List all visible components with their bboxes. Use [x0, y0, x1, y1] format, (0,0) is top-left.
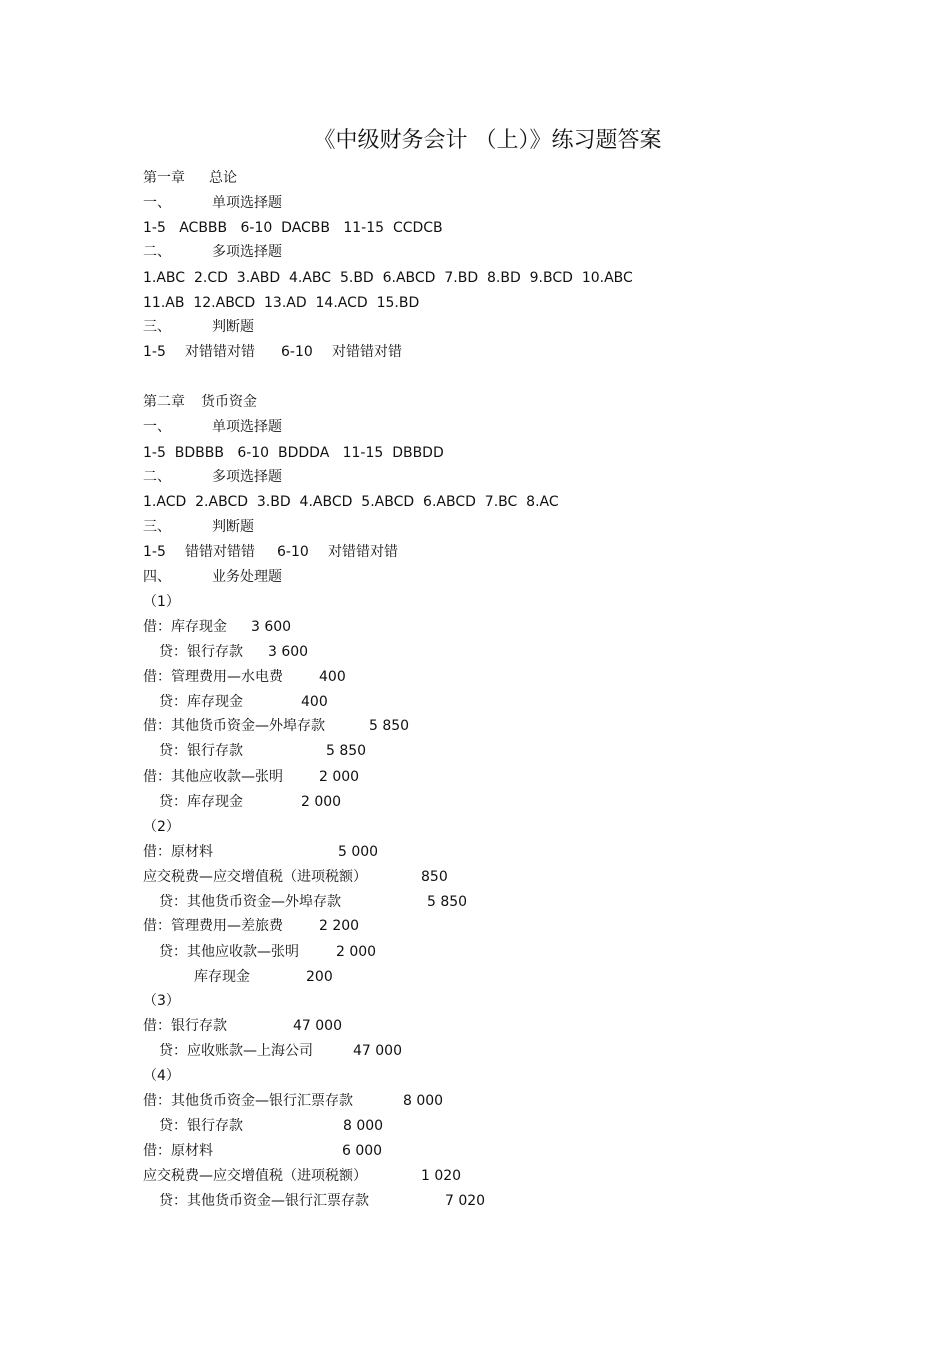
entry-amount: 5 850: [369, 718, 410, 734]
section-label: 判断题: [212, 519, 254, 535]
entry-amount: 5 000: [338, 844, 379, 860]
entry-amount: 5 850: [427, 894, 468, 910]
answers-text: 11.AB 12.ABCD 13.AD 14.ACD 15.BD: [143, 295, 420, 311]
section-number: 三、: [143, 319, 171, 335]
entry-account: 借：银行存款: [143, 1018, 227, 1034]
entry-amount: 5 850: [326, 743, 367, 759]
document-title: 《中级财务会计 （上）》练习题答案: [313, 128, 662, 153]
entry-amount: 47 000: [353, 1043, 402, 1059]
entry-account: 借：其他货币资金—外埠存款: [143, 718, 325, 734]
entry-account: 贷：银行存款: [159, 644, 243, 660]
section-label: 判断题: [212, 319, 254, 335]
question-number: （1）: [143, 594, 180, 610]
entry-account: 贷：其他应收款—张明: [159, 944, 299, 960]
entry-amount: 2 000: [301, 794, 342, 810]
entry-account: 贷：库存现金: [159, 694, 243, 710]
chapter2-number: 第二章: [143, 394, 185, 410]
entry-amount: 3 600: [251, 619, 292, 635]
section-number: 二、: [143, 244, 171, 260]
entry-account: 借：管理费用—差旅费: [143, 918, 283, 934]
answer-values: 对错错对错: [332, 344, 402, 360]
entry-amount: 2 200: [319, 918, 360, 934]
chapter1-number: 第一章: [143, 170, 185, 186]
entry-account: 借：其他货币资金—银行汇票存款: [143, 1093, 353, 1109]
section-label: 单项选择题: [212, 195, 282, 211]
entry-account: 贷：应收账款—上海公司: [159, 1043, 313, 1059]
answer-range: 6-10: [281, 344, 313, 360]
entry-account: 借：原材料: [143, 1143, 213, 1159]
entry-amount: 8 000: [403, 1093, 444, 1109]
answers-text: 1-5 BDBBB 6-10 BDDDA 11-15 DBBDD: [143, 445, 444, 461]
entry-amount: 200: [306, 969, 333, 985]
section-number: 三、: [143, 519, 171, 535]
section-label: 多项选择题: [212, 469, 282, 485]
answer-values: 错错对错错: [185, 544, 255, 560]
entry-amount: 8 000: [343, 1118, 384, 1134]
entry-amount: 3 600: [268, 644, 309, 660]
section-label: 单项选择题: [212, 419, 282, 435]
entry-amount: 850: [421, 869, 448, 885]
chapter2-name: 货币资金: [201, 394, 257, 410]
entry-account: 应交税费—应交增值税（进项税额）: [143, 1168, 367, 1184]
entry-amount: 2 000: [336, 944, 377, 960]
section-number: 二、: [143, 469, 171, 485]
answer-range: 1-5: [143, 544, 166, 560]
entry-account: 贷：银行存款: [159, 743, 243, 759]
entry-account: 贷：库存现金: [159, 794, 243, 810]
answer-values: 对错错对错: [328, 544, 398, 560]
entry-amount: 6 000: [342, 1143, 383, 1159]
chapter1-name: 总论: [209, 170, 237, 186]
entry-account: 贷：其他货币资金—外埠存款: [159, 894, 341, 910]
entry-amount: 400: [301, 694, 328, 710]
question-number: （3）: [143, 993, 180, 1009]
answer-range: 1-5: [143, 344, 166, 360]
section-number: 一、: [143, 419, 171, 435]
answers-text: 1-5 ACBBB 6-10 DACBB 11-15 CCDCB: [143, 220, 443, 236]
answer-values: 对错错对错: [185, 344, 255, 360]
section-number: 一、: [143, 195, 171, 211]
entry-account: 借：其他应收款—张明: [143, 769, 283, 785]
entry-account: 贷：其他货币资金—银行汇票存款: [159, 1193, 369, 1209]
answers-text: 1.ABC 2.CD 3.ABD 4.ABC 5.BD 6.ABCD 7.BD 8.BD 9.BCD 10.ABC: [143, 270, 633, 286]
entry-account: 贷：银行存款: [159, 1118, 243, 1134]
answer-range: 6-10: [277, 544, 309, 560]
entry-amount: 2 000: [319, 769, 360, 785]
entry-amount: 47 000: [293, 1018, 342, 1034]
entry-account: 借：原材料: [143, 844, 213, 860]
entry-account: 借：库存现金: [143, 619, 227, 635]
section-number: 四、: [143, 569, 171, 585]
entry-account: 应交税费—应交增值税（进项税额）: [143, 869, 367, 885]
entry-amount: 400: [319, 669, 346, 685]
entry-account: 借：管理费用—水电费: [143, 669, 283, 685]
question-number: （2）: [143, 819, 180, 835]
question-number: （4）: [143, 1068, 180, 1084]
entry-account: 库存现金: [194, 969, 250, 985]
answers-text: 1.ACD 2.ABCD 3.BD 4.ABCD 5.ABCD 6.ABCD 7.BC 8.AC: [143, 494, 559, 510]
section-label: 多项选择题: [212, 244, 282, 260]
section-label: 业务处理题: [212, 569, 282, 585]
entry-amount: 7 020: [445, 1193, 486, 1209]
entry-amount: 1 020: [421, 1168, 462, 1184]
